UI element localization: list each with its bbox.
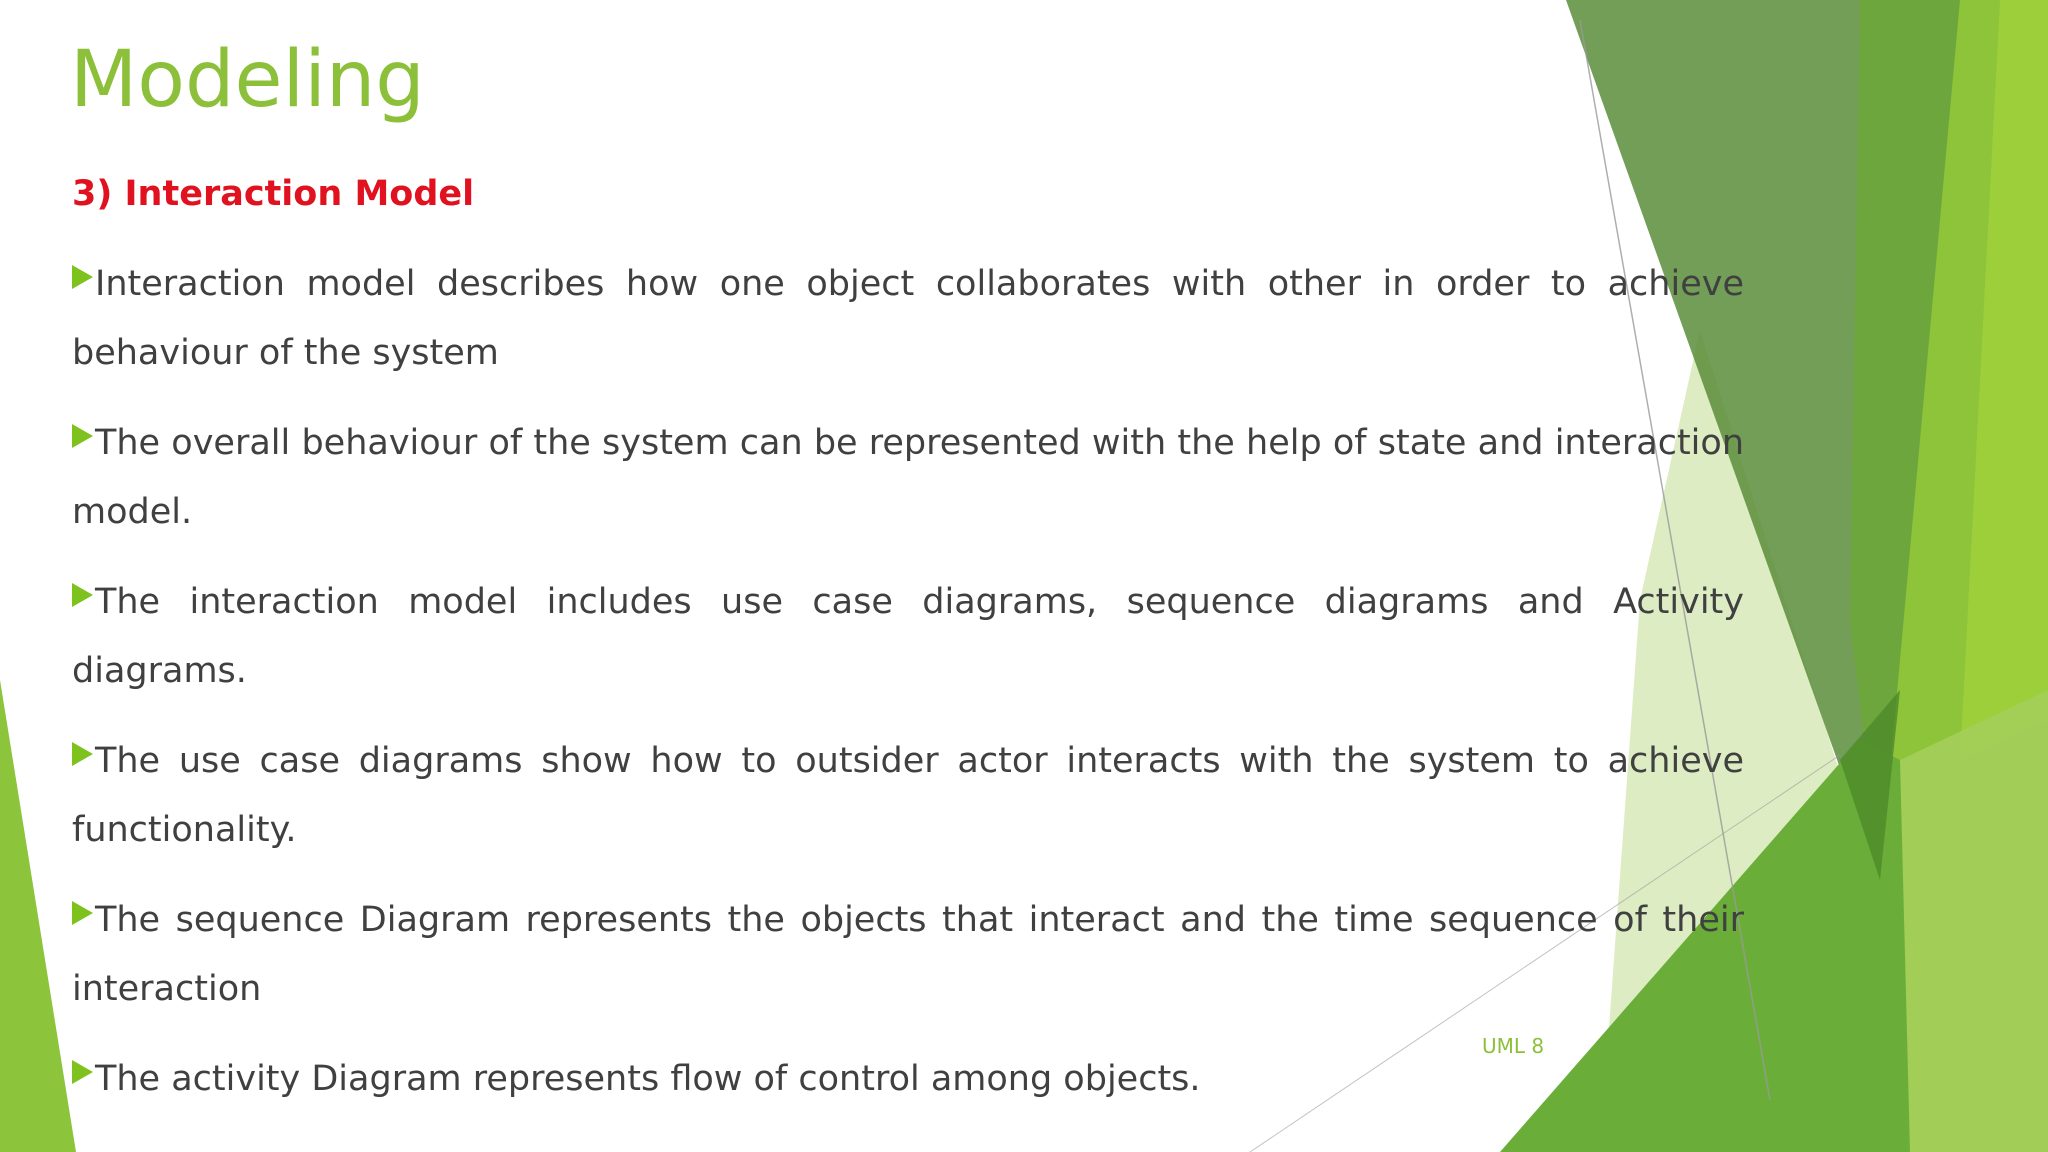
left-accent-shape	[0, 680, 76, 1152]
bullet-item	[72, 409, 1744, 547]
bullet-text: The interaction model includes use case diagrams, sequence diagrams and Activity diagrams.	[72, 582, 1744, 691]
bullet-text: The activity Diagram represents flow of control among objects.	[95, 1059, 1201, 1099]
bullet-text: Interaction model describes how one object collaborates with other in order to achieve behaviour of the system	[72, 264, 1744, 373]
triangle-right-icon	[72, 742, 93, 766]
triangle-right-icon	[72, 583, 93, 607]
triangle-right-icon	[72, 1060, 93, 1084]
bullet-text: The use case diagrams show how to outsider actor interacts with the system to achieve functionality.	[72, 741, 1744, 850]
bullet-text: The overall behaviour of the system can be represented with the help of state and interaction model.	[72, 423, 1744, 532]
slide-subtitle: 3) Interaction Model	[72, 174, 475, 214]
triangle-right-icon	[72, 901, 93, 925]
bullet-list	[72, 250, 1744, 1135]
bullet-item	[72, 886, 1744, 1024]
bullet-item	[72, 568, 1744, 706]
triangle-right-icon	[72, 265, 93, 289]
bullet-item	[72, 250, 1744, 388]
slide-title: Modeling	[70, 35, 425, 125]
bullet-item	[72, 727, 1744, 865]
slide-footer-number: UML 8	[1482, 1034, 1545, 1058]
triangle-right-icon	[72, 424, 93, 448]
bullet-text: The sequence Diagram represents the objects that interact and the time sequence of their interaction	[72, 900, 1744, 1009]
